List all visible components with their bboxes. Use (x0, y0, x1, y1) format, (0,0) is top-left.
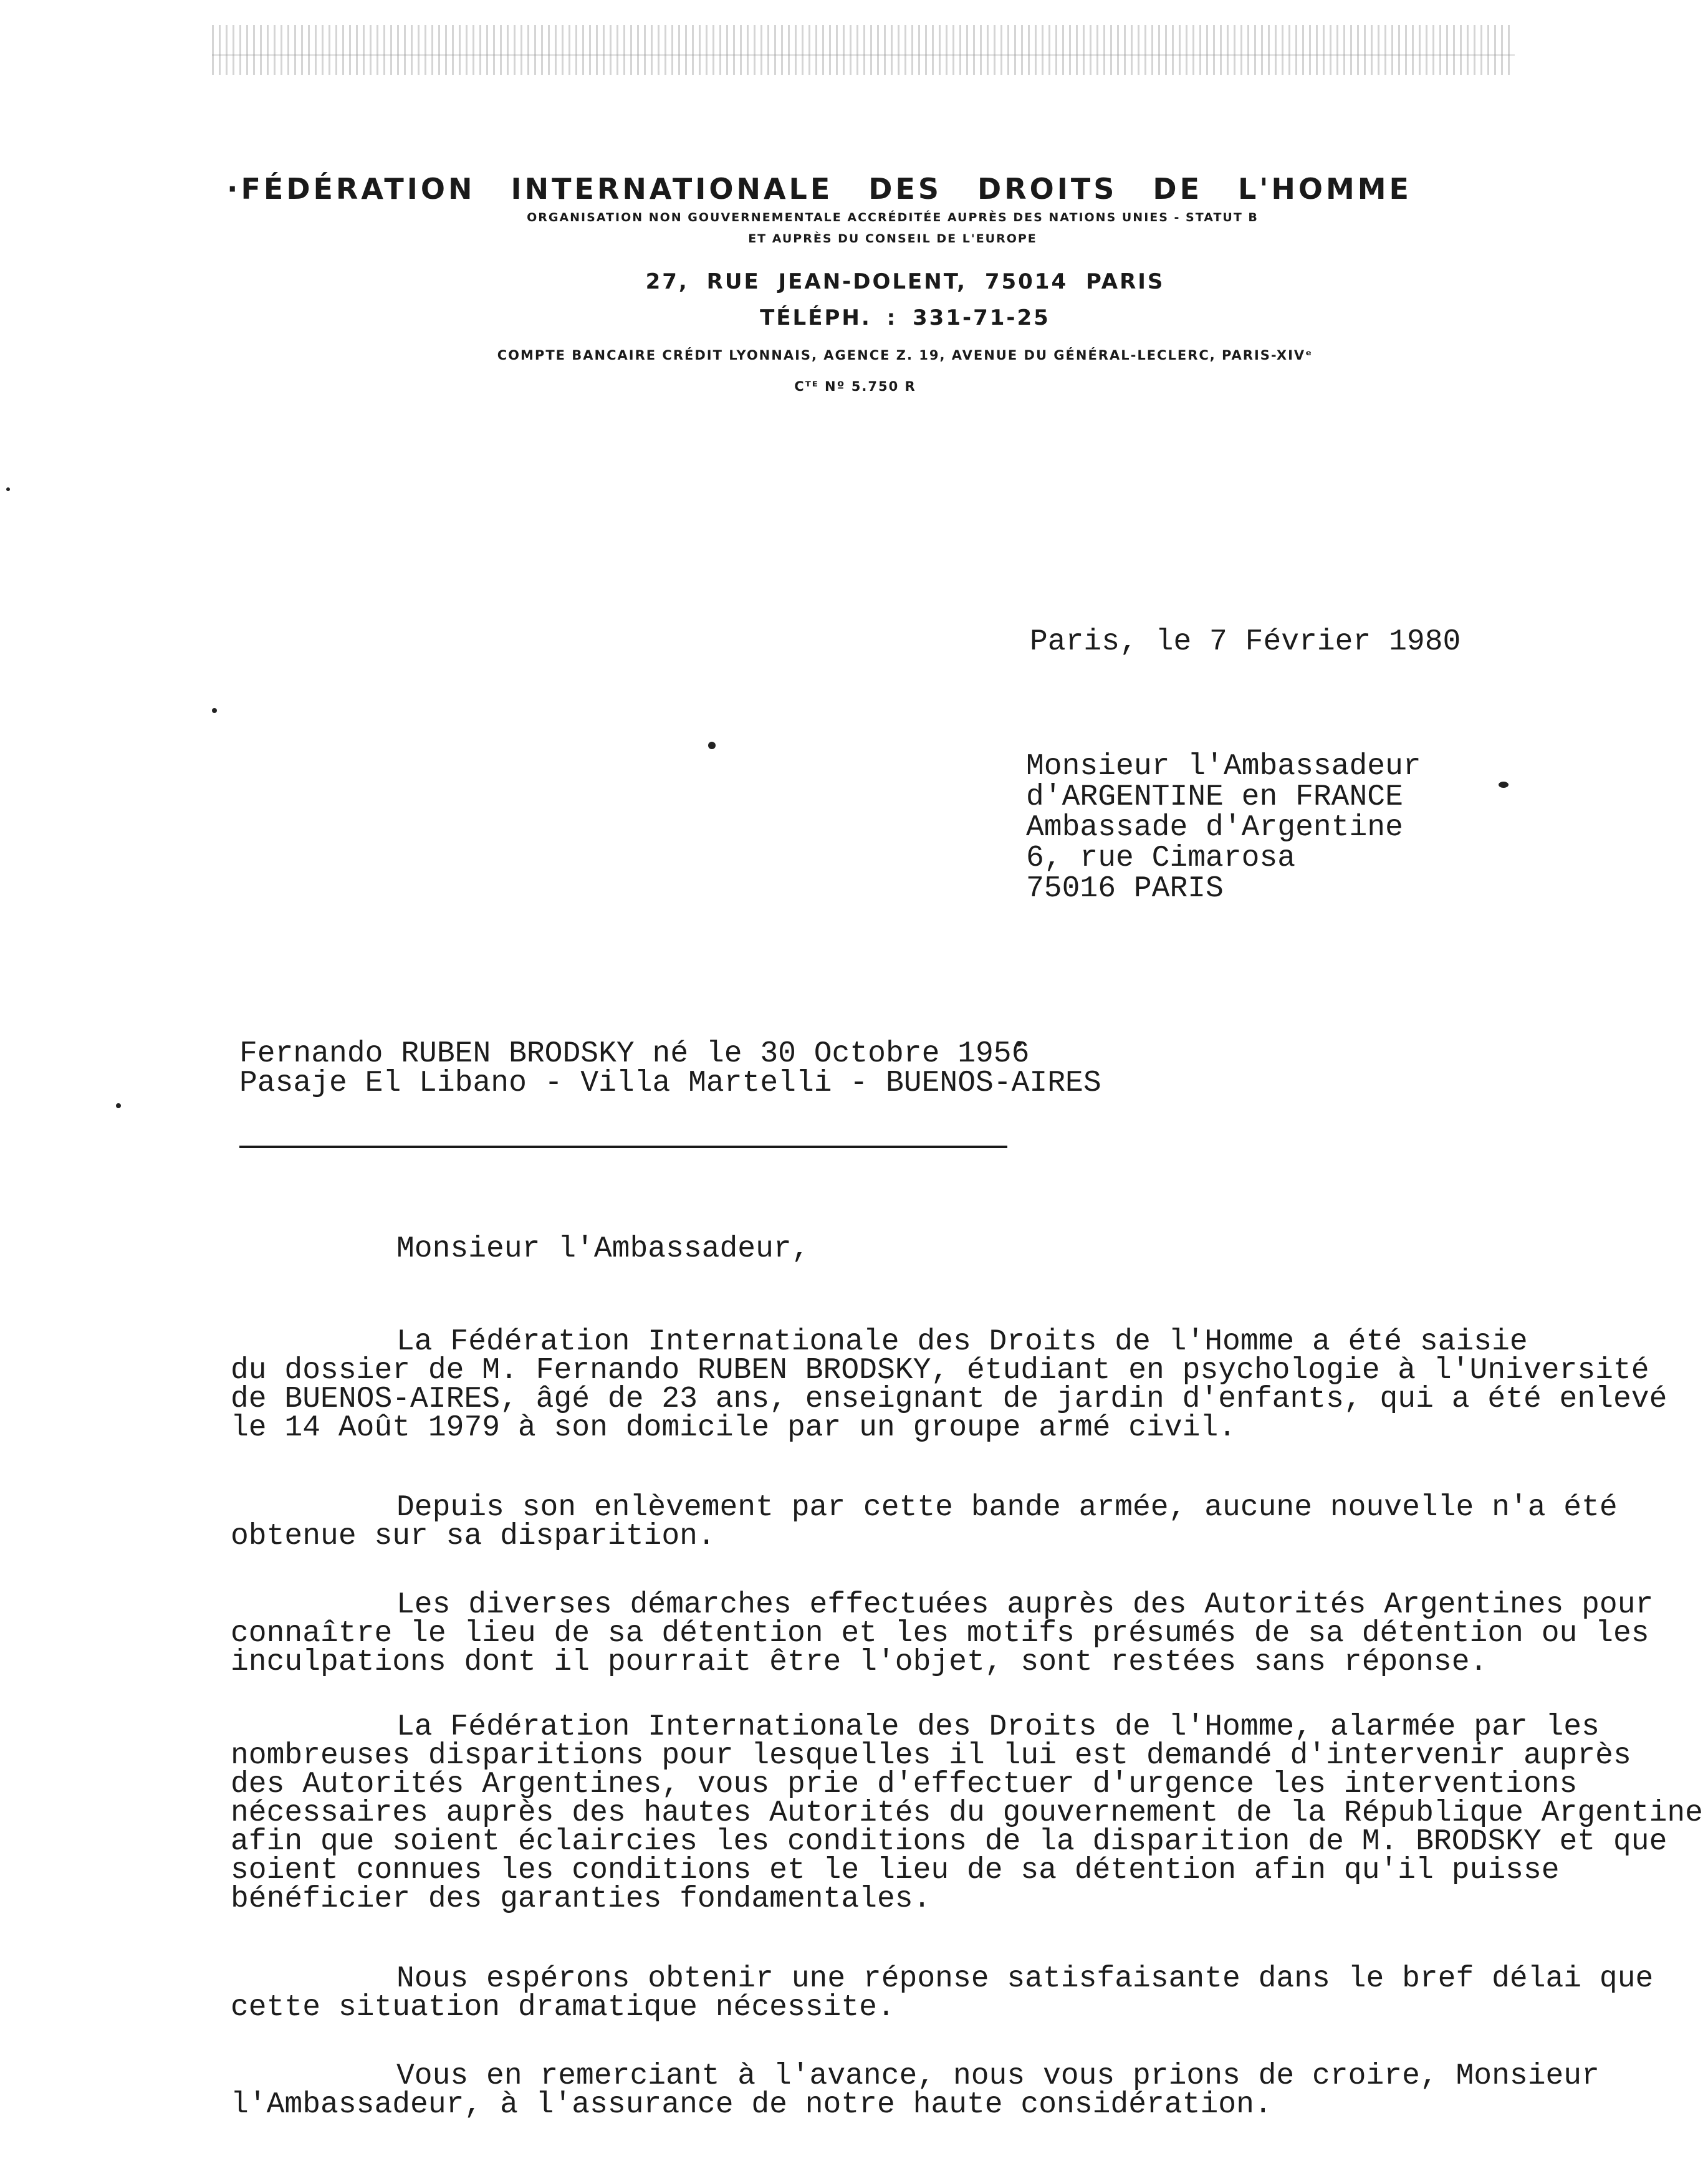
recipient-line: 75016 PARIS (1026, 872, 1224, 906)
paragraph-line: Les diverses démarches effectuées auprès des Autorités Argentines pour (396, 1588, 1654, 1622)
paragraph-line: afin que soient éclaircies les conditions de la disparition de M. BRODSKY et que (231, 1825, 1667, 1859)
body-paragraph (231, 1588, 1654, 1679)
scan-noise-strip (212, 25, 1515, 75)
letter-date: Paris, le 7 Février 1980 (1030, 625, 1461, 659)
paragraph-line: connaître le lieu de sa détention et les motifs présumés de sa détention ou les (231, 1617, 1649, 1650)
paragraph-line: nécessaires auprès des hautes Autorités du gouvernement de la République Argentine (231, 1796, 1703, 1830)
organization-address: 27, RUE JEAN-DOLENT, 75014 PARIS (645, 269, 1165, 294)
scan-speck (708, 742, 716, 749)
subject-block (239, 1037, 1101, 1100)
paragraph-line: cette situation dramatique nécessite. (231, 1991, 895, 2024)
scan-speck (6, 487, 10, 491)
body-paragraph (231, 1710, 1703, 1916)
subject-line: Pasaje El Libano - Villa Martelli - BUENOS-AIRES (239, 1066, 1101, 1100)
body-paragraph (231, 2059, 1600, 2122)
paragraph-line: le 14 Août 1979 à son domicile par un groupe armé civil. (231, 1411, 1237, 1445)
account-number: Cᵀᴱ Nº 5.750 R (794, 379, 916, 394)
paragraph-line: obtenue sur sa disparition. (231, 1520, 716, 1553)
body-paragraph (231, 1493, 1618, 1551)
scan-speck (116, 1103, 121, 1108)
recipient-line: 6, rue Cimarosa (1026, 841, 1296, 875)
paragraph-line: Nous espérons obtenir une réponse satisfaisante dans le bref délai que (396, 1962, 1654, 1996)
paragraph-line: Vous en remerciant à l'avance, nous vous prions de croire, Monsieur (396, 2059, 1600, 2093)
bank-details: COMPTE BANCAIRE CRÉDIT LYONNAIS, AGENCE Z. 19, AVENUE DU GÉNÉRAL-LECLERC, PARIS-XIVᵉ (497, 348, 1313, 363)
scan-speck (1499, 782, 1509, 788)
ngo-status-line: ORGANISATION NON GOUVERNEMENTALE ACCRÉDITÉE AUPRÈS DES NATIONS UNIES - STATUT B (527, 211, 1259, 224)
paragraph-line: l'Ambassadeur, à l'assurance de notre haute considération. (231, 2088, 1272, 2122)
paragraph-line: des Autorités Argentines, vous prie d'effectuer d'urgence les interventions (231, 1768, 1578, 1801)
subject-line: Fernando RUBEN BRODSKY né le 30 Octobre 1956 (239, 1037, 1030, 1071)
paragraph-line: de BUENOS-AIRES, âgé de 23 ans, enseignant de jardin d'enfants, qui a été enlevé (231, 1382, 1667, 1416)
body-paragraph (231, 1325, 1667, 1445)
recipient-line: d'ARGENTINE en FRANCE (1026, 780, 1403, 814)
salutation: Monsieur l'Ambassadeur, (396, 1232, 810, 1266)
paragraph-line: du dossier de M. Fernando RUBEN BRODSKY, étudiant en psychologie à l'Université (231, 1354, 1649, 1387)
ngo-status-line: ET AUPRÈS DU CONSEIL DE L'EUROPE (748, 232, 1037, 246)
paragraph-line: Depuis son enlèvement par cette bande armée, aucune nouvelle n'a été (396, 1491, 1618, 1525)
paragraph-line: inculpations dont il pourrait être l'objet, sont restées sans réponse. (231, 1645, 1488, 1679)
recipient-line: Ambassade d'Argentine (1026, 811, 1403, 845)
paragraph-line: nombreuses disparitions pour lesquelles il lui est demandé d'intervenir auprès (231, 1739, 1631, 1773)
recipient-address (1026, 752, 1421, 904)
scan-speck (212, 708, 217, 713)
organization-telephone: TÉLÉPH. : 331-71-25 (760, 305, 1050, 330)
paragraph-line: bénéficier des garanties fondamentales. (231, 1882, 931, 1916)
subject-underline (239, 1146, 1007, 1148)
paragraph-line: La Fédération Internationale des Droits de l'Homme, alarmée par les (396, 1710, 1600, 1744)
recipient-line: Monsieur l'Ambassadeur (1026, 750, 1421, 783)
body-paragraph (231, 1962, 1654, 2024)
paragraph-line: La Fédération Internationale des Droits de l'Homme a été saisie (396, 1325, 1528, 1359)
organization-name: ·FÉDÉRATION INTERNATIONALE DES DROITS DE L'HOMME (227, 172, 1412, 206)
paragraph-line: soient connues les conditions et le lieu de sa détention afin qu'il puisse (231, 1854, 1560, 1887)
